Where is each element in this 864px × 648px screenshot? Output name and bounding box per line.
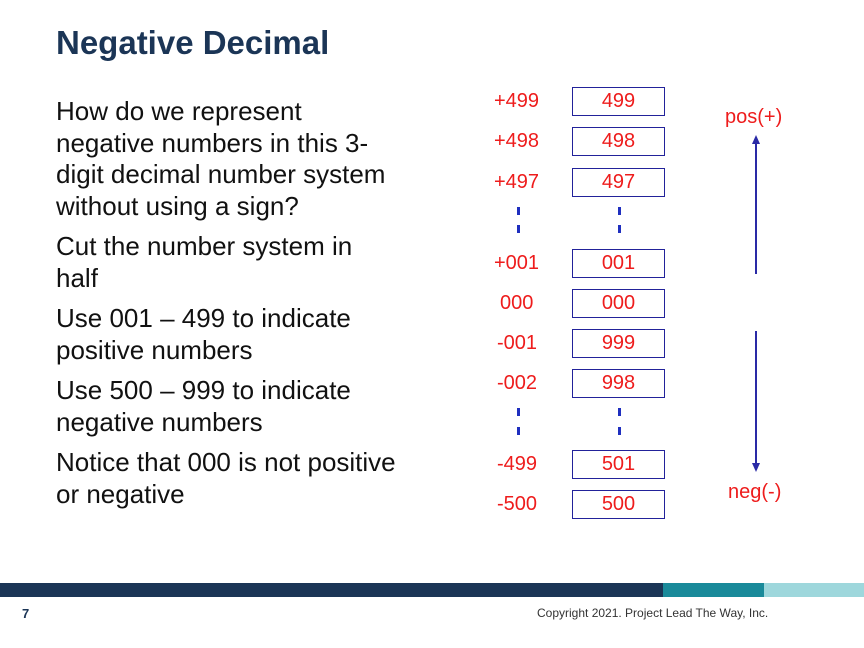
positive-arrow-line — [755, 143, 757, 274]
signed-label: -001 — [497, 332, 538, 354]
value-box: 998 — [572, 369, 665, 398]
signed-label: -500 — [497, 493, 538, 515]
value-box: 000 — [572, 289, 665, 318]
ellipsis-dash — [618, 427, 621, 435]
value-box: 497 — [572, 168, 665, 197]
arrow-down-icon — [752, 463, 760, 472]
footer-bar-teal — [663, 583, 764, 597]
positive-direction-label: pos(+) — [725, 106, 783, 128]
ellipsis-dash — [618, 225, 621, 233]
negative-direction-label: neg(-) — [728, 481, 782, 503]
slide-title: Negative Decimal — [56, 24, 330, 61]
value-box: 499 — [572, 87, 665, 116]
value-box: 001 — [572, 249, 665, 278]
ellipsis-dash — [517, 225, 520, 233]
value-box: 498 — [572, 127, 665, 156]
bullet-item: How do we represent negative numbers in this 3-digit decimal number system without using a sign? — [56, 96, 386, 221]
value-box: 999 — [572, 329, 665, 358]
signed-label: +499 — [494, 90, 540, 112]
bullet-item: Use 500 – 999 to indicate negative numbers — [56, 375, 351, 437]
ellipsis-dash — [517, 408, 520, 416]
negative-arrow-line — [755, 331, 757, 464]
signed-label: +497 — [494, 171, 540, 193]
copyright-text: Copyright 2021. Project Lead The Way, Inc. — [537, 606, 769, 620]
value-box: 501 — [572, 450, 665, 479]
ellipsis-dash — [517, 207, 520, 215]
page-number: 7 — [22, 606, 30, 621]
ellipsis-dash — [618, 207, 621, 215]
signed-label: -499 — [497, 453, 538, 475]
bullet-item: Notice that 000 is not positive or negative — [56, 447, 396, 509]
footer-bar-dark — [0, 583, 663, 597]
footer-bar-light — [764, 583, 864, 597]
bullet-item: Cut the number system in half — [56, 231, 353, 293]
signed-label: +001 — [494, 252, 540, 274]
value-box: 500 — [572, 490, 665, 519]
signed-label: +498 — [494, 130, 540, 152]
signed-label: -002 — [497, 372, 538, 394]
signed-label: 000 — [500, 292, 534, 314]
bullet-item: Use 001 – 499 to indicate positive numbers — [56, 303, 351, 365]
ellipsis-dash — [618, 408, 621, 416]
ellipsis-dash — [517, 427, 520, 435]
